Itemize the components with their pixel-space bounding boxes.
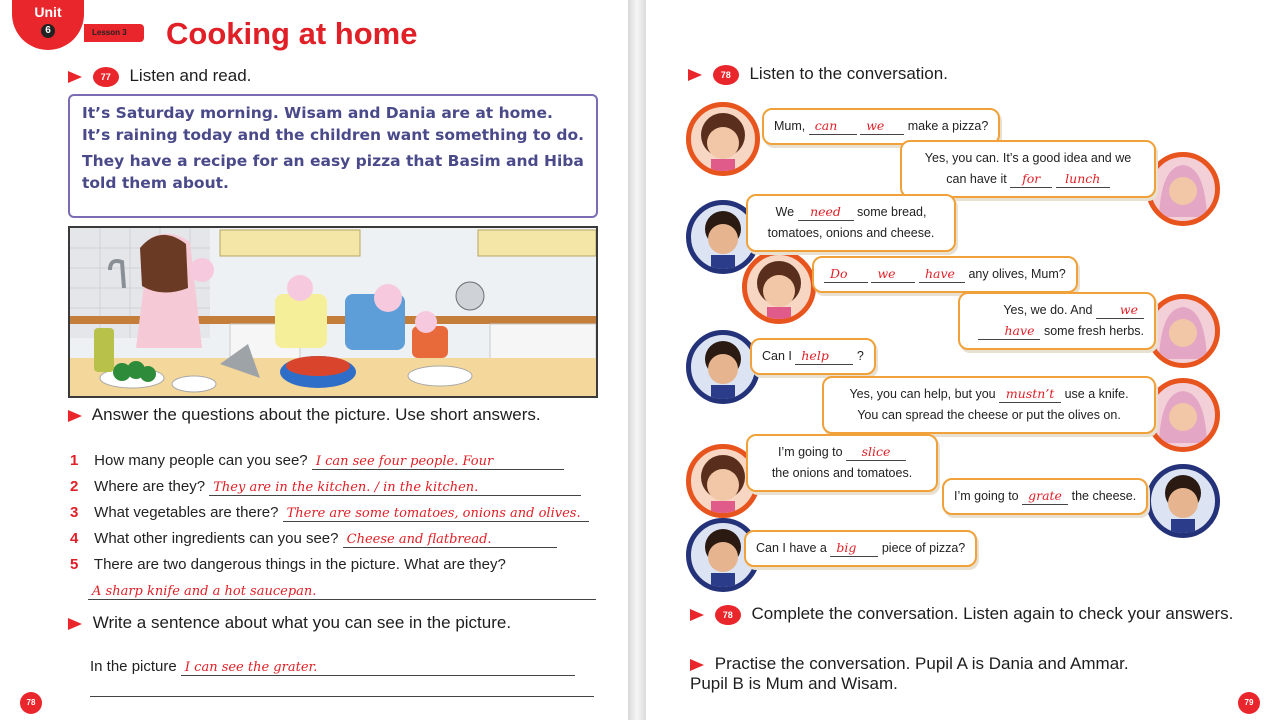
bubble-text: Yes, you can help, but you bbox=[849, 387, 996, 401]
question-number: 2 bbox=[70, 478, 79, 495]
dania-avatar bbox=[742, 250, 816, 324]
story-box bbox=[68, 94, 598, 218]
speech-bubble bbox=[822, 376, 1156, 434]
blank-field[interactable]: help bbox=[795, 348, 853, 365]
question-text: There are two dangerous things in the picture. What are they? bbox=[93, 556, 506, 573]
blank-field[interactable]: we bbox=[871, 266, 915, 283]
write-instruction: Write a sentence about what you can see in the picture. bbox=[92, 613, 512, 632]
mum-avatar bbox=[1146, 294, 1220, 368]
answer-field[interactable]: A sharp knife and a hot saucepan. bbox=[88, 584, 596, 600]
bubble-text: I’m going to bbox=[777, 445, 843, 459]
write-answer-field[interactable]: I can see the grater. bbox=[181, 660, 575, 676]
question-row bbox=[70, 556, 506, 573]
answer-instruction-row bbox=[68, 404, 598, 425]
speech-bubble bbox=[746, 434, 938, 492]
question-number: 5 bbox=[70, 556, 79, 573]
question-text: What other ingredients can you see? bbox=[94, 530, 339, 547]
bubble-text: You can spread the cheese or put the olives on. bbox=[857, 408, 1121, 422]
question-number: 3 bbox=[70, 504, 79, 521]
bubble-text: use a knife. bbox=[1064, 387, 1129, 401]
kitchen-illustration bbox=[68, 226, 598, 398]
bubble-text: Can I have a bbox=[756, 541, 827, 555]
blank-field[interactable]: can bbox=[809, 118, 857, 135]
speech-bubble bbox=[750, 338, 876, 375]
bubble-text: Yes, we do. And bbox=[1003, 303, 1093, 317]
blank-field[interactable]: we bbox=[860, 118, 904, 135]
blank-field[interactable]: grate bbox=[1022, 488, 1068, 505]
listen-instruction: Listen and read. bbox=[129, 66, 252, 85]
story-paragraph-2: They have a recipe for an easy pizza that Basim and Hiba told them about. bbox=[82, 152, 584, 192]
bubble-text: some bread, bbox=[857, 205, 927, 219]
bubble-text: the onions and tomatoes. bbox=[771, 466, 913, 480]
unit-number: 6 bbox=[41, 24, 55, 38]
blank-field[interactable]: slice bbox=[846, 444, 906, 461]
question-text: What vegetables are there? bbox=[94, 504, 279, 521]
page-number: 78 bbox=[20, 692, 42, 714]
complete-instruction: Complete the conversation. Listen again to check your answers. bbox=[751, 604, 1234, 623]
question-row bbox=[70, 504, 589, 522]
arrow-icon bbox=[690, 609, 704, 621]
bubble-text: ? bbox=[856, 349, 864, 363]
listen-instruction-row bbox=[68, 66, 251, 87]
wisam-avatar bbox=[1146, 464, 1220, 538]
blank-field[interactable]: mustn’t bbox=[999, 386, 1061, 403]
audio-track-icon[interactable]: 78 bbox=[715, 605, 741, 625]
blank-field[interactable]: have bbox=[978, 323, 1040, 340]
arrow-icon bbox=[68, 618, 82, 630]
bubble-text: make a pizza? bbox=[907, 119, 989, 133]
left-page bbox=[0, 0, 628, 720]
unit-badge bbox=[12, 0, 84, 50]
question-text: How many people can you see? bbox=[94, 452, 308, 469]
blank-field[interactable]: lunch bbox=[1056, 171, 1110, 188]
answer-field[interactable]: Cheese and flatbread. bbox=[343, 532, 557, 548]
listen-conversation-row bbox=[688, 64, 948, 85]
blank-field[interactable]: Do bbox=[824, 266, 868, 283]
dania-avatar bbox=[686, 102, 760, 176]
mum-avatar bbox=[1146, 378, 1220, 452]
speech-bubble bbox=[746, 194, 956, 252]
bubble-text: I’m going to bbox=[954, 489, 1019, 503]
bubble-text: the cheese. bbox=[1071, 489, 1137, 503]
arrow-icon bbox=[68, 410, 82, 422]
answer-field[interactable]: I can see four people. Four bbox=[312, 454, 564, 470]
audio-track-icon[interactable]: 77 bbox=[93, 67, 119, 87]
practise-instruction: Practise the conversation. Pupil A is Dania and Ammar. Pupil B is Mum and Wisam. bbox=[690, 654, 1129, 693]
page-number: 79 bbox=[1238, 692, 1260, 714]
blank-write-line[interactable] bbox=[90, 696, 594, 697]
question-number: 4 bbox=[70, 530, 79, 547]
wisam-avatar bbox=[686, 330, 760, 404]
bubble-text: tomatoes, onions and cheese. bbox=[767, 226, 935, 240]
story-paragraph-1: It’s Saturday morning. Wisam and Dania are at home. It’s raining today and the children want something to do. bbox=[82, 104, 585, 144]
bubble-text: can have it bbox=[946, 172, 1007, 186]
mum-avatar bbox=[1146, 152, 1220, 226]
bubble-text: Yes, you can. It’s a good idea and we bbox=[924, 151, 1132, 165]
bubble-text: Can I bbox=[762, 349, 792, 363]
question-row bbox=[70, 452, 564, 470]
answer-row bbox=[88, 582, 596, 600]
answer-field[interactable]: They are in the kitchen. / in the kitchen. bbox=[209, 480, 581, 496]
question-row bbox=[70, 478, 581, 496]
arrow-icon bbox=[690, 659, 704, 671]
page-title: Cooking at home bbox=[166, 16, 418, 51]
blank-field[interactable]: need bbox=[798, 204, 854, 221]
practise-instruction-row bbox=[690, 654, 1170, 694]
speech-bubble bbox=[900, 140, 1156, 198]
lesson-tab: Lesson 3 bbox=[84, 24, 144, 42]
question-text: Where are they? bbox=[94, 478, 206, 495]
audio-track-icon[interactable]: 78 bbox=[713, 65, 739, 85]
write-prompt: In the picture bbox=[90, 658, 177, 675]
bubble-text: Mum, bbox=[774, 119, 806, 133]
question-number: 1 bbox=[70, 452, 79, 469]
bubble-text: some fresh herbs. bbox=[1043, 324, 1144, 338]
blank-field[interactable]: big bbox=[830, 540, 878, 557]
answer-field[interactable]: There are some tomatoes, onions and olives. bbox=[283, 506, 589, 522]
blank-field[interactable]: have bbox=[919, 266, 965, 283]
blank-field[interactable]: for bbox=[1010, 171, 1052, 188]
book-gutter bbox=[628, 0, 646, 720]
bubble-text: any olives, Mum? bbox=[968, 267, 1066, 281]
complete-instruction-row bbox=[690, 604, 1250, 625]
blank-field[interactable]: we bbox=[1096, 302, 1144, 319]
arrow-icon bbox=[688, 69, 702, 81]
unit-label: Unit bbox=[34, 4, 62, 20]
question-row bbox=[70, 530, 557, 548]
speech-bubble bbox=[744, 530, 977, 567]
listen-conversation-instruction: Listen to the conversation. bbox=[749, 64, 948, 83]
write-instruction-row bbox=[68, 612, 598, 633]
speech-bubble bbox=[812, 256, 1078, 293]
arrow-icon bbox=[68, 71, 82, 83]
speech-bubble bbox=[958, 292, 1156, 350]
speech-bubble bbox=[942, 478, 1148, 515]
bubble-text: piece of pizza? bbox=[881, 541, 966, 555]
answer-instruction: Answer the questions about the picture. Use short answers. bbox=[91, 405, 541, 424]
write-row bbox=[90, 658, 575, 676]
bubble-text: We bbox=[775, 205, 795, 219]
